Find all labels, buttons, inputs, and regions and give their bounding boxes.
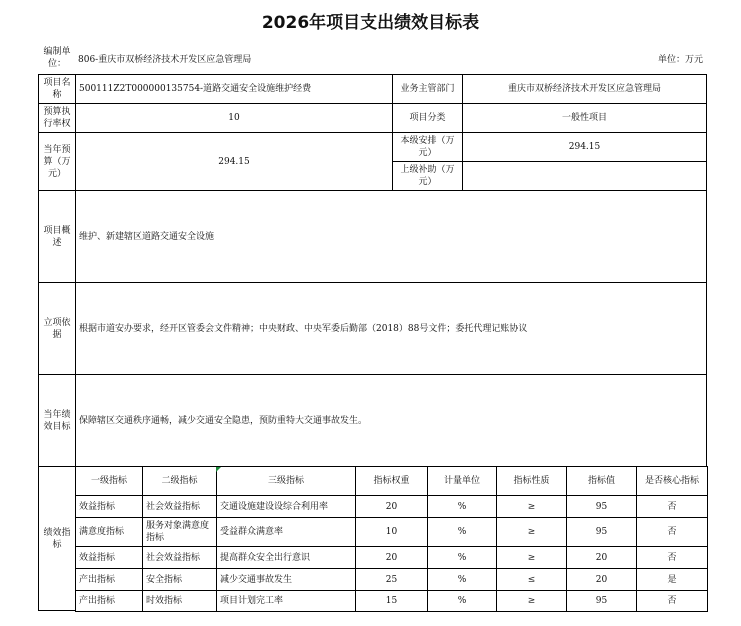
cell-nature: ≤ [496, 568, 567, 591]
project-name-label: 项目名称 [38, 74, 76, 104]
cell-level2: 服务对象满意度指标 [142, 517, 217, 547]
cell-level1: 效益指标 [75, 546, 143, 569]
header-level3: 三级指标 [216, 466, 356, 496]
budget-rate-value: 10 [75, 103, 393, 133]
year-budget-label: 当年预算（万元） [38, 132, 76, 191]
cell-level3: 减少交通事故发生 [216, 568, 356, 591]
category-value: 一般性项目 [462, 103, 707, 133]
cell-weight: 25 [355, 568, 428, 591]
category-label: 项目分类 [392, 103, 463, 133]
cell-level3: 受益群众满意率 [216, 517, 356, 547]
goal-label: 当年绩效目标 [38, 374, 76, 467]
cell-core: 是 [636, 568, 708, 591]
cell-level1: 产出指标 [75, 568, 143, 591]
overview-text: 维护、新建辖区道路交通安全设施 [75, 190, 707, 283]
cell-level3: 提高群众安全出行意识 [216, 546, 356, 569]
cell-value: 95 [566, 590, 637, 612]
local-budget-value: 294.15 [462, 132, 707, 162]
cell-value: 95 [566, 517, 637, 547]
cell-level3: 项目计划完工率 [216, 590, 356, 612]
cell-level2: 时效指标 [142, 590, 217, 612]
comment-marker [216, 467, 221, 472]
project-name-value: 500111Z2T000000135754-道路交通安全设施维护经费 [75, 74, 393, 104]
cell-value: 20 [566, 568, 637, 591]
year-budget-value: 294.15 [75, 132, 393, 191]
cell-level2: 社会效益指标 [142, 546, 217, 569]
cell-weight: 15 [355, 590, 428, 612]
header-nature: 指标性质 [496, 466, 567, 496]
org-unit-label: 编制单位： [43, 47, 71, 69]
goal-text: 保障辖区交通秩序通畅，减少交通安全隐患，预防重特大交通事故发生。 [75, 374, 707, 467]
basis-label: 立项依据 [38, 282, 76, 375]
indicators-label: 绩效指标 [38, 466, 76, 611]
cell-level2: 社会效益指标 [142, 495, 217, 518]
local-budget-label: 本级安排（万元） [392, 132, 463, 162]
basis-text: 根据市道安办要求，经开区管委会文件精神；中央财政、中央军委后勤部（2018）88号文件；委托代理记账协议 [75, 282, 707, 375]
dept-label: 业务主管部门 [392, 74, 463, 104]
cell-core: 否 [636, 517, 708, 547]
cell-nature: ≥ [496, 517, 567, 547]
cell-level2: 安全指标 [142, 568, 217, 591]
cell-level1: 满意度指标 [75, 517, 143, 547]
cell-core: 否 [636, 546, 708, 569]
cell-unit: % [427, 517, 497, 547]
header-core: 是否核心指标 [636, 466, 708, 496]
header-weight: 指标权重 [355, 466, 428, 496]
cell-core: 否 [636, 495, 708, 518]
upper-budget-label: 上级补助（万元） [392, 161, 463, 191]
cell-unit: % [427, 546, 497, 569]
cell-level3: 交通设施建设设综合利用率 [216, 495, 356, 518]
header-level1: 一级指标 [75, 466, 143, 496]
org-unit-value: 806-重庆市双桥经济技术开发区应急管理局 [78, 55, 252, 65]
header-value: 指标值 [566, 466, 637, 496]
money-unit: 单位：万元 [657, 55, 703, 65]
cell-unit: % [427, 568, 497, 591]
page-title: 2026年项目支出绩效目标表 [261, 13, 480, 33]
cell-value: 20 [566, 546, 637, 569]
cell-weight: 20 [355, 495, 428, 518]
cell-unit: % [427, 495, 497, 518]
cell-core: 否 [636, 590, 708, 612]
cell-nature: ≥ [496, 546, 567, 569]
cell-level1: 产出指标 [75, 590, 143, 612]
cell-nature: ≥ [496, 590, 567, 612]
header-unit: 计量单位 [427, 466, 497, 496]
cell-nature: ≥ [496, 495, 567, 518]
dept-value: 重庆市双桥经济技术开发区应急管理局 [462, 74, 707, 104]
cell-unit: % [427, 590, 497, 612]
budget-rate-label: 预算执行率权 [38, 103, 76, 133]
cell-weight: 20 [355, 546, 428, 569]
cell-weight: 10 [355, 517, 428, 547]
overview-label: 项目概述 [38, 190, 76, 283]
upper-budget-value [462, 161, 707, 191]
header-level2: 二级指标 [142, 466, 217, 496]
cell-value: 95 [566, 495, 637, 518]
cell-level1: 效益指标 [75, 495, 143, 518]
